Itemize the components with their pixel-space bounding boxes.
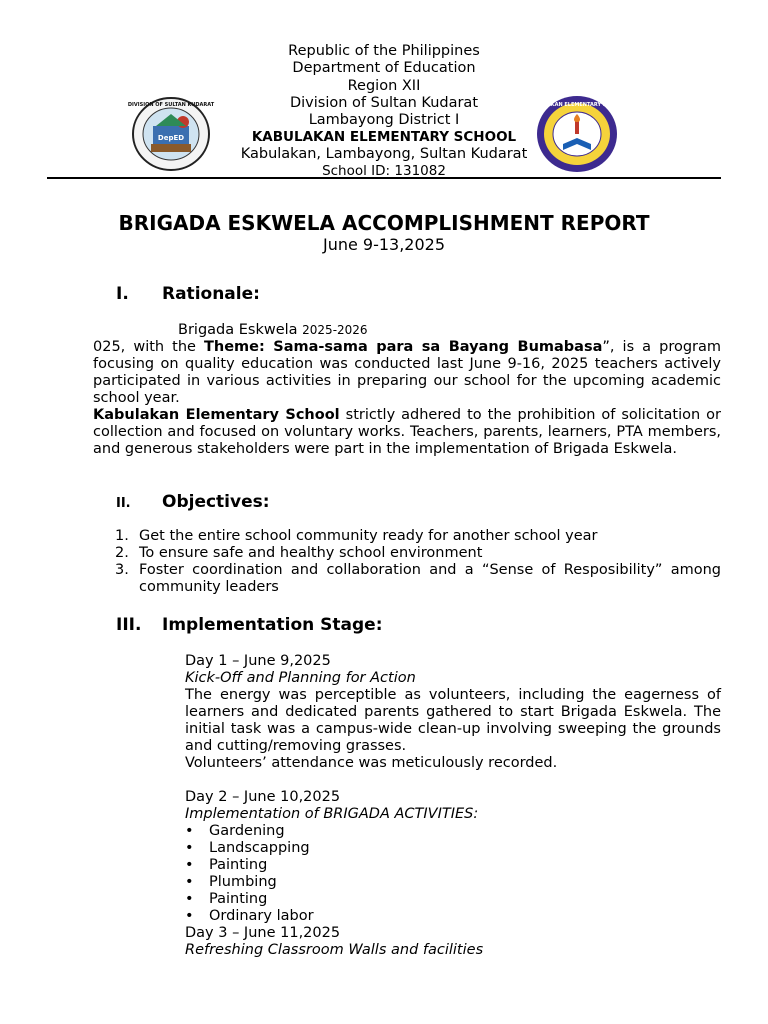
- section-1-numeral: I.: [116, 284, 129, 304]
- section-2-heading: Objectives:: [162, 492, 270, 512]
- objective-text: Get the entire school community ready for another school year: [139, 528, 598, 544]
- left-logo-text: DIVISION OF SULTAN KUDARAT: [127, 102, 215, 108]
- list-item: • Plumbing: [185, 874, 277, 890]
- activity-text: Gardening: [209, 823, 285, 839]
- right-logo-text: KABULAKAN ELEMENTARY SCHOOL: [528, 102, 626, 108]
- rationale-school-name: Kabulakan Elementary School: [93, 407, 340, 423]
- rationale-theme: Theme: Sama-sama para sa Bayang Bumabasa: [204, 339, 603, 355]
- day2-date: Day 2 – June 10,2025: [185, 789, 341, 805]
- list-item: [115, 562, 721, 596]
- header-line-division: Division of Sultan Kudarat: [289, 95, 479, 111]
- rationale-paragraph-2: [93, 407, 721, 458]
- school-name: KABULAKAN ELEMENTARY SCHOOL: [251, 129, 517, 145]
- school-address: Kabulakan, Lambayong, Sultan Kudarat: [240, 146, 528, 162]
- rationale-body: [93, 339, 721, 458]
- rationale-paragraph-1: [93, 339, 721, 407]
- section-1-heading: Rationale:: [162, 284, 260, 304]
- list-item: • Painting: [185, 891, 268, 907]
- activity-text: Landscapping: [209, 840, 310, 856]
- report-title: BRIGADA ESKWELA ACCOMPLISHMENT REPORT: [118, 211, 650, 235]
- list-item: [115, 545, 721, 562]
- header-line-department: Department of Education: [292, 60, 476, 76]
- rationale-p1-end: ”, is a program focusing on quality education was conducted last June 9-16, 2025 teachers actively participated in various activities in preparing our school for the upcoming academic school year.: [93, 339, 722, 406]
- activity-text: Painting: [209, 857, 268, 873]
- list-item: • Gardening: [185, 823, 285, 839]
- list-item: • Painting: [185, 857, 268, 873]
- section-3-heading: Implementation Stage:: [162, 615, 383, 635]
- activity-text: Plumbing: [209, 874, 277, 890]
- header-line-district: Lambayong District I: [308, 112, 460, 128]
- rationale-p2-rest: strictly adhered to the prohibition of solicitation or collection and focused on voluntary works. Teachers, parents, learners, PTA members, and generous stakeholders were part in the implementation of Brigada Eskwela.: [93, 407, 722, 457]
- header-line-republic: Republic of the Philippines: [288, 43, 480, 59]
- objective-text: To ensure safe and healthy school environment: [139, 545, 483, 561]
- section-3-numeral: III.: [116, 615, 142, 635]
- header-divider: [47, 177, 721, 179]
- day1-subtitle: Kick-Off and Planning for Action: [185, 670, 416, 686]
- rationale-lead-year: 2025-2026: [302, 323, 368, 337]
- section-2-numeral: II.: [116, 496, 131, 511]
- objective-text: Foster coordination and collaboration and a “Sense of Resposibility” among community leaders: [139, 562, 721, 595]
- list-item: • Ordinary labor: [185, 908, 314, 924]
- school-id: School ID: 131082: [322, 163, 446, 179]
- activities-list: [185, 823, 721, 925]
- objective-number: 3.: [115, 562, 129, 578]
- day1-note: Volunteers’ attendance was meticulously recorded.: [185, 755, 558, 771]
- activity-text: Ordinary labor: [209, 908, 314, 924]
- activity-text: Painting: [209, 891, 268, 907]
- day1-body: The energy was perceptible as volunteers, including the eagerness of learners and dedicated parents gathered to start Brigada Eskwela. The initial task was a campus-wide clean-up involving sweeping the grounds and cutting/removing grasses.: [185, 687, 721, 754]
- objectives-list: [93, 528, 721, 596]
- list-item: • Landscapping: [185, 840, 310, 856]
- list-item: [115, 528, 721, 545]
- objective-number: 2.: [115, 545, 129, 561]
- day1-date: Day 1 – June 9,2025: [185, 653, 331, 669]
- day3-subtitle: Refreshing Classroom Walls and facilities: [185, 942, 484, 958]
- left-logo-deped: DepED: [157, 134, 185, 142]
- day3-date: Day 3 – June 11,2025: [185, 925, 341, 941]
- objective-number: 1.: [115, 528, 129, 544]
- rationale-p1-start: 025, with the: [93, 339, 204, 355]
- day2-subtitle: Implementation of BRIGADA ACTIVITIES:: [185, 806, 479, 822]
- implementation-body: [185, 653, 721, 959]
- rationale-lead-text: Brigada Eskwela: [178, 322, 298, 338]
- report-date: June 9-13,2025: [322, 235, 446, 254]
- header-line-region: Region XII: [347, 78, 421, 94]
- rationale-lead: [178, 322, 368, 338]
